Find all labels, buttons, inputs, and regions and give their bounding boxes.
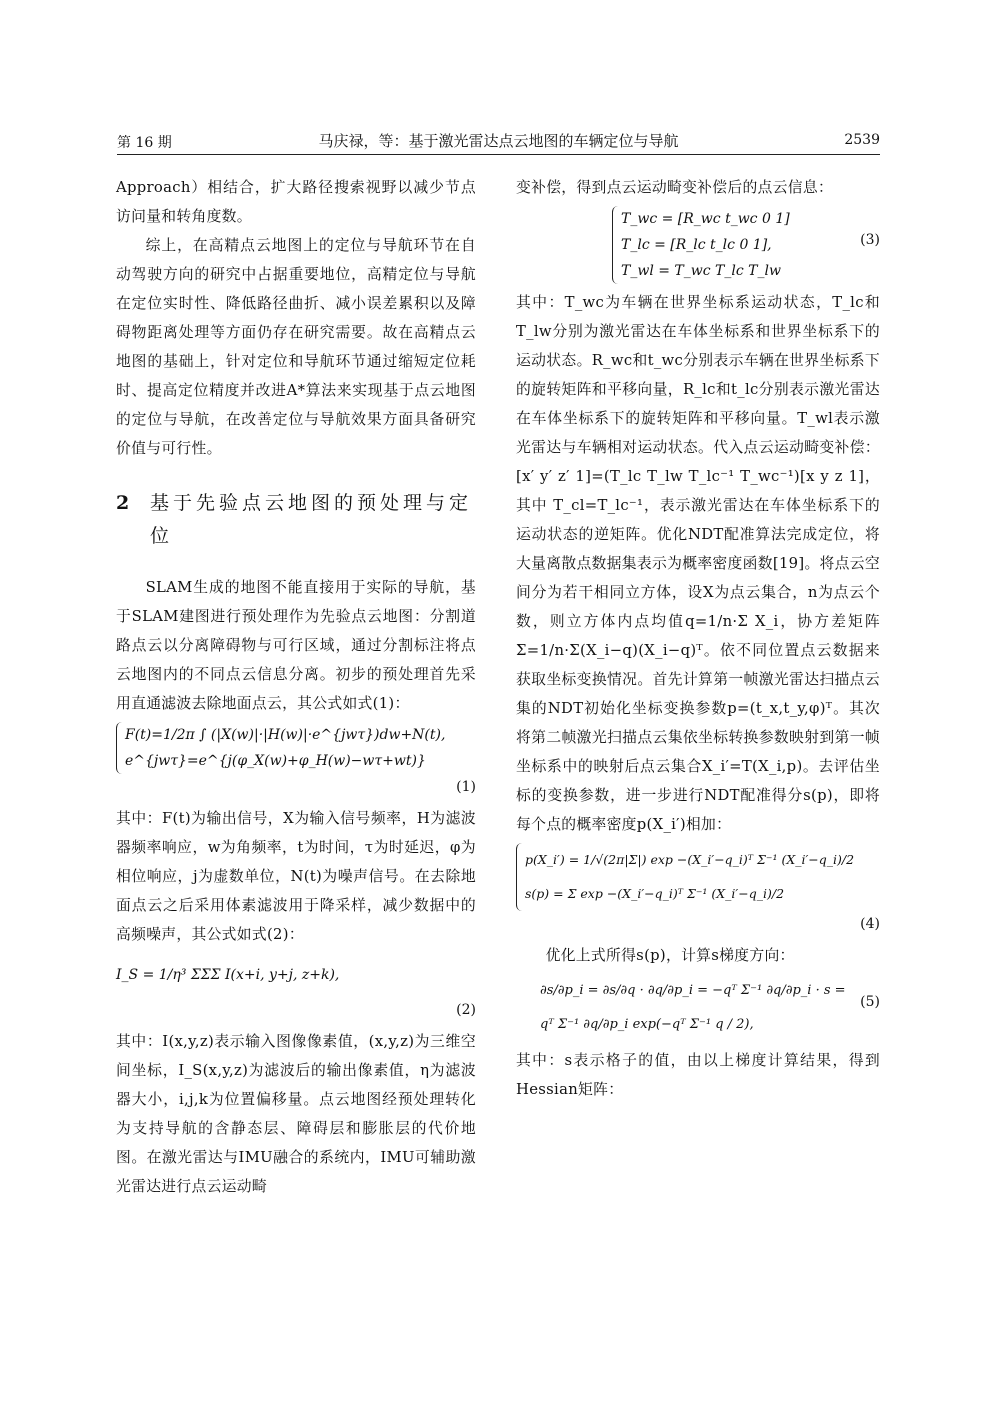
equation-line: T_wl = T_wc T_lc T_lw [621,263,781,279]
equation-line: p(X_i′) = 1/√(2π|Σ|) exp −(X_i′−q_i)ᵀ Σ⁻¹ (X_i′−q_i)/2 [525,852,855,867]
paragraph: 其中：T_wc为车辆在世界坐标系运动状态，T_lc和T_lw分别为激光雷达在车体坐标系和世界坐标系下的运动状态。R_wc和t_wc分别表示车辆在世界坐标系下的旋转矩阵和平移向量，R_lc和t_lc分别表示激光雷达在车体坐标系下的旋转矩阵和平移向量。T_wl表示激光雷达与车辆相对运动状态。代入点云运动畸变补偿：[x′ y′ z′ 1]=(T_lc T_lw T_lc⁻¹ T_wc⁻¹)[x y z 1]，其中 T_cl=T_lc⁻¹，表示激光雷达在车体坐标系下的运动状态的逆矩阵。优化NDT配准算法完成定位，将大量离散点数据集表示为概率密度函数[19]。将点云空间分为若干相同立方体，设X为点云集合，n为点云个数，则立方体内点均值q=1/n·Σ X_i，协方差矩阵Σ=1/n·Σ(X_i−q)(X_i−q)ᵀ。依不同位置点云数据来获取坐标变换情况。首先计算第一帧激光雷达扫描点云集的NDT初始化坐标变换参数p=(t_x,t_y,φ)ᵀ。其次将第二帧激光扫描点云集依坐标转换参数映射到第一帧坐标系中的映射后点云集合X_i′=T(X_i,p)。去评估坐标的变换参数，进一步进行NDT配准得分s(p)，即将每个点的概率密度p(X_i′)相加： [516,294,880,833]
running-header [117,128,880,155]
equation-line: ∂s/∂p_i = ∂s/∂q · ∂q/∂p_i = −qᵀ Σ⁻¹ ∂q/∂p_i · s = [540,983,846,998]
section-heading [116,487,476,553]
paragraph: 综上，在高精点云地图上的定位与导航环节在自动驾驶方向的研究中占据重要地位，高精定位与导航在定位实时性、降低路径曲折、减小误差累积以及障碍物距离处理等方面仍存在研究需要。故在高精点云地图的基础上，针对定位和导航环节通过缩短定位耗时、提高定位精度并改进A*算法来实现基于点云地图的定位与导航，在改善定位与导航效果方面具备研究价值与可行性。 [116,237,476,457]
paragraph: 其中：s表示格子的值，由以上梯度计算结果，得到Hessian矩阵： [516,1052,880,1098]
equation-4 [516,843,880,937]
issue-number: 第 16 期 [117,135,172,151]
paragraph: Approach）相结合，扩大路径搜索视野以减少节点访问量和转角度数。 [116,179,476,225]
equation-1 [116,722,476,800]
section-number: 2 [116,492,134,514]
equation-line: I_S = 1/η³ ΣΣΣ I(x+i, y+j, z+k), [116,967,340,983]
equation-line: e^{jwτ}=e^{j(φ_X(w)+φ_H(w)−wτ+wt)} [125,753,426,769]
equation-line: T_wc = [R_wc t_wc 0 1] [621,211,790,227]
equation-number: (4) [860,916,880,932]
paragraph: SLAM生成的地图不能直接用于实际的导航，基于SLAM建图进行预处理作为先验点云地图：分割道路点云以分离障碍物与可行区域，通过分割标注将点云地图内的不同点云信息分离。初步的预处理首先采用直通滤波去除地面点云，其公式如式(1)： [116,579,476,712]
page-number: 2539 [844,132,880,148]
equation-line: F(t)=1/2π ∫ (|X(w)|·|H(w)|·e^{jwτ})dw+N(t), [125,727,446,743]
equation-brace [116,722,476,774]
paragraph: 其中：F(t)为输出信号，X为输入信号频率，H为滤波器频率响应，w为角频率，t为时间，τ为时延迟，φ为相位响应，j为虚数单位，N(t)为噪声信号。在去除地面点云之后采用体素滤波用于降采样，减少数据中的高频噪声，其公式如式(2)： [116,810,476,943]
equation-line: s(p) = Σ exp −(X_i′−q_i)ᵀ Σ⁻¹ (X_i′−q_i)/2 [525,886,785,901]
section-title: 基于先验点云地图的预处理与定位 [150,492,473,547]
right-column [516,173,880,1104]
equation-5 [516,974,880,1042]
equation-brace [612,206,791,284]
running-title: 马庆禄，等：基于激光雷达点云地图的车辆定位与导航 [318,132,679,150]
paragraph: 优化上式所得s(p)，计算s梯度方向： [545,947,795,964]
equation-line: T_lc = [R_lc t_lc 0 1], [621,237,772,253]
equation-line: qᵀ Σ⁻¹ ∂q/∂p_i exp(−qᵀ Σ⁻¹ q / 2), [540,1017,754,1032]
equation-number: (5) [860,994,880,1010]
equation-2 [116,953,476,1023]
equation-number: (1) [456,779,476,795]
left-column [116,173,476,1201]
equation-brace [516,843,880,911]
equation-number: (3) [860,232,880,248]
paragraph: 其中：I(x,y,z)表示输入图像像素值，(x,y,z)为三维空间坐标，I_S(x,y,z)为滤波后的输出像素值，η为滤波器大小，i,j,k为位置偏移量。点云地图经预处理转化为支持导航的含静态层、障碍层和膨胀层的代价地图。在激光雷达与IMU融合的系统内，IMU可辅助激光雷达进行点云运动畸 [116,1033,476,1195]
equation-3 [612,206,880,284]
equation-number: (2) [456,1002,476,1018]
paragraph: 变补偿，得到点云运动畸变补偿后的点云信息： [516,179,834,196]
